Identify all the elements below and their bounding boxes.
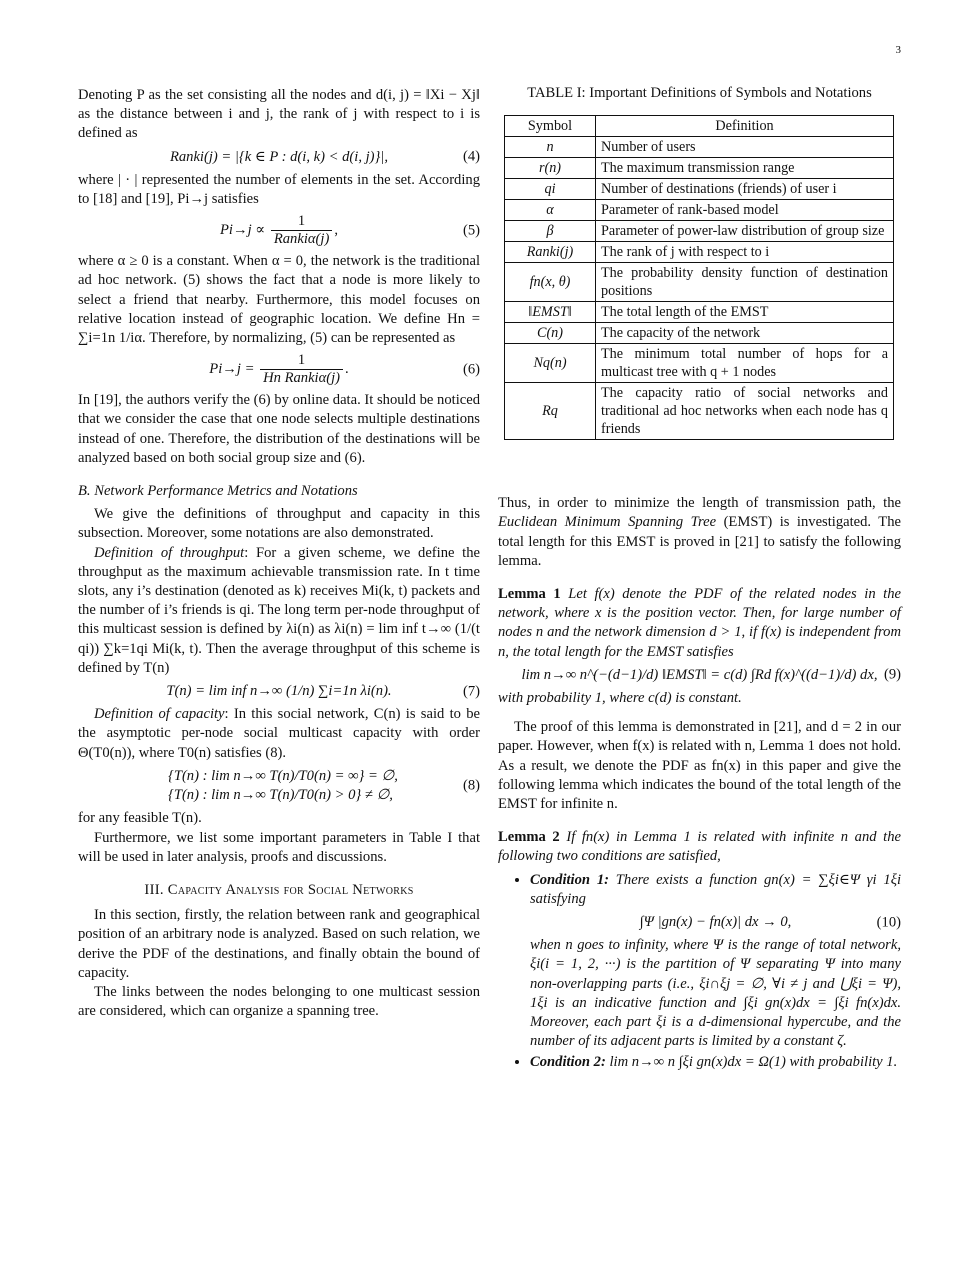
table-row (505, 383, 894, 440)
fraction (271, 213, 332, 248)
text: (EMST) is investigated. The total length for this EMST is proved in [21] to satisfy the following lemma. (498, 514, 901, 569)
equation-tail: . (345, 361, 349, 378)
condition-label: Condition 2: (530, 1054, 606, 1071)
equation-number: (9) (883, 666, 901, 683)
definition-label: Definition of capacity (94, 706, 225, 723)
paragraph (78, 544, 480, 678)
table-row (505, 344, 894, 383)
table-row (505, 323, 894, 344)
equation-body: T(n) = lim inf n→∞ (1/n) ∑i=1n λi(n). (166, 683, 392, 700)
equation-5 (78, 213, 480, 248)
equation-4 (78, 148, 480, 167)
symbol-cell: r(n) (505, 158, 596, 179)
equation-number: (6) (462, 361, 480, 378)
section-heading: III. Capacity Analysis for Social Networks (144, 881, 414, 898)
lemma-text: Let f(x) denote the PDF of the related nodes in the network, where x is the position vector. Then, for large number of nodes n and the network dimension d > 1, if f(x) is independent from n, the total length for the EMST satisfies (498, 586, 901, 660)
symbol-cell: qi (505, 179, 596, 200)
notation-table (504, 115, 894, 440)
equation-number: (7) (462, 683, 480, 700)
emphasis: Euclidean Minimum Spanning Tree (498, 514, 717, 531)
lemma-text: If fn(x) in Lemma 1 is related with infinite n and the following two conditions are satisfied, (498, 829, 901, 865)
paragraph: In [19], the authors verify the (6) by online data. It should be noticed that we consider the case that one node selects multiple destinations instead of one. Therefore, the distribution of the destinations will be analyzed based on both social group size and (6). (78, 392, 480, 466)
denominator: Hn Rankiα(j) (263, 370, 341, 387)
equation-lhs: Pi→j = (209, 361, 255, 378)
definition-cell: The probability density function of destination positions (596, 263, 894, 302)
paragraph: with probability 1, where c(d) is constant. (498, 690, 742, 707)
paragraph: In this section, firstly, the relation between rank and geographical position of an arbitrary node is analyzed. Based on such relation, we derive the PDF of the destinations, and finally obtain the bound of capacity. (78, 907, 480, 981)
paragraph: Furthermore, we list some important parameters in Table I that will be used in later analysis, proofs and discussions. (78, 829, 480, 865)
text: Thus, in order to minimize the length of transmission path, the (498, 495, 901, 512)
left-column (78, 86, 480, 1021)
paragraph (78, 705, 480, 763)
header-symbol: Symbol (505, 116, 596, 137)
table-header-row (505, 116, 894, 137)
symbol-cell: n (505, 137, 596, 158)
table-row (505, 263, 894, 302)
symbol-cell: fn(x, θ) (505, 263, 596, 302)
symbol-cell: α (505, 200, 596, 221)
table-row (505, 158, 894, 179)
equation-9 (498, 666, 901, 685)
symbol-cell: β (505, 221, 596, 242)
equation-body: Ranki(j) = |{k ∈ P : d(i, k) < d(i, j)}|, (169, 148, 389, 165)
definition-cell: Number of destinations (friends) of user i (596, 179, 894, 200)
table-row (505, 242, 894, 263)
equation-number: (10) (876, 914, 901, 931)
definition-text: : For a given scheme, we define the throughput as the maximum achievable transmission rate. In t time slots, any i’s destination (denoted as k) receives Mi(k, t) packets and the number of i’s friends is qi. The long term per-node throughput of this multicast session is defined by λi(n) as λi(n) = lim inf t→∞ (1/(t qi)) ∑k=1qi Mi(k, t). Then the average throughput of this scheme is defined by T(n) (78, 544, 480, 676)
page-number: 3 (895, 44, 901, 56)
symbol-cell: ‖EMST‖ (505, 302, 596, 323)
right-column (498, 86, 901, 1075)
definition-cell: The maximum transmission range (596, 158, 894, 179)
equation-line: {T(n) : lim n→∞ T(n)/T0(n) > 0} ≠ ∅, (168, 787, 393, 804)
symbol-cell: Ranki(j) (505, 242, 596, 263)
equation-number: (4) (462, 148, 480, 165)
definition-cell: The capacity ratio of social networks and traditional ad hoc networks when each node has q friends (596, 383, 894, 440)
table-row (505, 302, 894, 323)
numerator: 1 (271, 213, 332, 231)
condition-item (530, 1053, 901, 1072)
symbol-cell: C(n) (505, 323, 596, 344)
equation-lhs: Pi→j ∝ (220, 222, 266, 239)
table-row (505, 179, 894, 200)
condition-text: lim n→∞ n ∫ξi gn(x)dx = Ω(1) with probability 1. (609, 1054, 898, 1071)
paragraph: for any feasible T(n). (78, 810, 202, 827)
condition-list (498, 871, 901, 1073)
table-row (505, 221, 894, 242)
definition-cell: The rank of j with respect to i (596, 242, 894, 263)
symbol-cell: Rq (505, 383, 596, 440)
paragraph (498, 494, 901, 571)
lemma-1 (498, 585, 901, 662)
fraction (260, 352, 343, 387)
definition-cell: Parameter of power-law distribution of group size (596, 221, 894, 242)
denominator: Rankiα(j) (273, 231, 330, 248)
paragraph: The proof of this lemma is demonstrated in [21], and d = 2 in our paper. However, when f(x) is related with n, Lemma 1 does not hold. As a result, we denote the PDF as fn(x) in this paper and give the following lemma which indicates the bound of the total length of the EMST for infinite n. (498, 719, 901, 813)
definition-label: Definition of throughput (94, 544, 245, 561)
definition-cell: Number of users (596, 137, 894, 158)
header-definition: Definition (596, 116, 894, 137)
lemma-title: Lemma 2 (498, 829, 560, 846)
equation-7 (78, 682, 480, 701)
equation-body: lim n→∞ n^(−(d−1)/d) ‖EMST‖ = c(d) ∫Rd f(x)^((d−1)/d) dx, (521, 666, 878, 683)
condition-text: There exists a function gn(x) = ∑ξi∈Ψ γi 1ξi satisfying (530, 871, 902, 907)
equation-6 (78, 352, 480, 387)
symbol-cell: Nq(n) (505, 344, 596, 383)
equation-number: (5) (462, 222, 480, 239)
equation-body: ∫Ψ |gn(x) − fn(x)| dx → 0, (639, 914, 792, 931)
definition-cell: The total length of the EMST (596, 302, 894, 323)
condition-text: when n goes to infinity, where Ψ is the range of total network, ξi(i = 1, 2, ···) is the partition of Ψ separating Ψ into many non-overlapping parts (i.e., ξi∩ξj = ∅, ∀i ≠ j and ⋃ξi = Ψ), 1ξi is an indicative function and ∫ξi gn(x)dx = ∫ξi fn(x)dx. Moreover, each part ξi is a d-dimensional hypercube, and the number of its adjacent parts is limited by a constant ζ. (530, 937, 901, 1050)
paragraph: Denoting P as the set consisting all the nodes and d(i, j) = ‖Xi − Xj‖ as the distance between i and j, the rank of j with respect to i is defined as (78, 87, 480, 142)
equation-8 (78, 767, 480, 805)
table-caption: TABLE I: Important Definitions of Symbols and Notations (527, 85, 872, 101)
condition-label: Condition 1: (530, 871, 609, 888)
paragraph: We give the definitions of throughput and capacity in this subsection. Moreover, some notations are also demonstrated. (78, 506, 480, 542)
lemma-title: Lemma 1 (498, 586, 561, 603)
table-row (505, 137, 894, 158)
definition-text: : In this social network, C(n) is said to be the asymptotic per-node social multicast capacity with order Θ(T0(n)), where T0(n) satisfies (8). (78, 706, 480, 761)
paragraph: where | · | represented the number of elements in the set. According to [18] and [19], Pi→j satisfies (78, 171, 480, 208)
definition-cell: The minimum total number of hops for a multicast tree with q + 1 nodes (596, 344, 894, 383)
definition-cell: Parameter of rank-based model (596, 200, 894, 221)
lemma-2 (498, 828, 901, 866)
equation-tail: , (334, 222, 338, 239)
paragraph: The links between the nodes belonging to one multicast session are considered, which can organize a spanning tree. (78, 983, 480, 1020)
definition-cell: The capacity of the network (596, 323, 894, 344)
numerator: 1 (260, 352, 343, 370)
equation-line: {T(n) : lim n→∞ T(n)/T0(n) = ∞} = ∅, (168, 767, 398, 784)
equation-number: (8) (462, 777, 480, 794)
equation-10 (530, 913, 901, 932)
table-row (505, 200, 894, 221)
condition-item (530, 871, 901, 1052)
subsection-heading: B. Network Performance Metrics and Notations (78, 483, 358, 500)
paragraph: where α ≥ 0 is a constant. When α = 0, the network is the traditional ad hoc network. (5) shows the fact that a node is more likely to select a friend that nearby. Furthermore, this model focuses on relative location instead of geographic location. We define Hn = ∑i=1n 1/iα. Therefore, by normalizing, (5) can be represented as (78, 253, 480, 347)
